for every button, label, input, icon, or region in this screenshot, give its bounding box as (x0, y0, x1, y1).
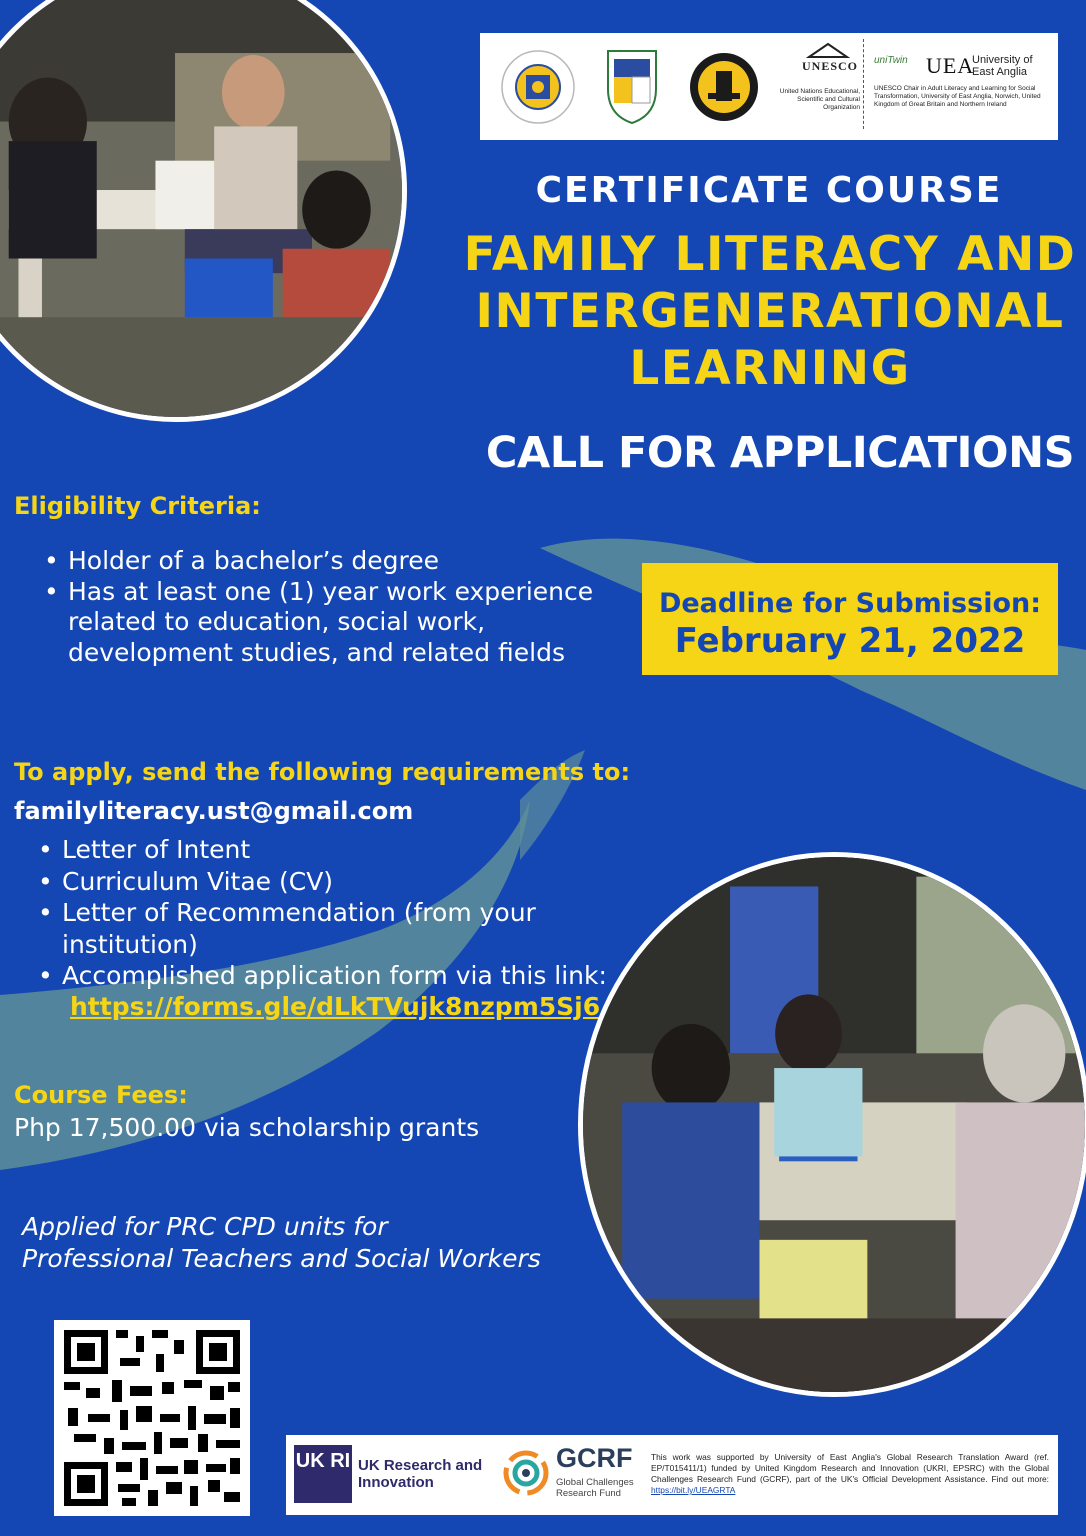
requirement-item: • Letter of Intent (38, 834, 628, 866)
deadline-date: February 21, 2022 (674, 621, 1026, 661)
cpd-note (22, 1211, 541, 1275)
logo-divider (863, 39, 864, 129)
unesco-temple-icon (805, 41, 851, 59)
rcssed-seal-icon (688, 49, 760, 125)
funders-strip (286, 1435, 1058, 1515)
women-reading-photo (578, 852, 1086, 1397)
uea-name: University of East Anglia (972, 54, 1033, 78)
funding-acknowledgement (651, 1452, 1049, 1496)
requirement-item: • Accomplished application form via this link: (38, 960, 628, 992)
course-title-line-3: LEARNING (629, 341, 911, 396)
eligibility-list (44, 546, 634, 668)
deadline-box (642, 563, 1058, 675)
eligibility-item: • Holder of a bachelor’s degree (44, 546, 634, 577)
uea-logo: UEA (926, 53, 975, 78)
qr-code-icon (64, 1330, 240, 1506)
deadline-label: Deadline for Submission: (658, 588, 1042, 619)
requirements-list (38, 834, 628, 992)
unesco-wordmark: UNESCO (802, 59, 859, 73)
course-fees-label: Course Fees: (14, 1081, 188, 1109)
eligibility-label: Eligibility Criteria: (14, 492, 261, 520)
cpd-note-line-2: Professional Teachers and Social Workers (22, 1244, 541, 1273)
cpd-note-line-1: Applied for PRC CPD units for (22, 1212, 388, 1241)
course-fees-value: Php 17,500.00 via scholarship grants (14, 1113, 480, 1142)
gcrf-wordmark: GCRF (556, 1443, 633, 1473)
partner-logo-strip (480, 33, 1058, 140)
gcrf-logo-icon (502, 1449, 550, 1497)
course-title (450, 226, 1086, 397)
call-for-applications-heading: CALL FOR APPLICATIONS (485, 428, 1075, 478)
ust-graduate-school-seal-icon (602, 45, 662, 125)
requirement-item: • Letter of Recommendation (from your institution) (38, 897, 628, 960)
apply-label: To apply, send the following requirements to: (14, 758, 631, 786)
requirement-item: • Curriculum Vitae (CV) (38, 866, 628, 898)
gcrf-name: Global Challenges Research Fund (556, 1477, 634, 1499)
ukri-logo: UK RI (294, 1445, 352, 1503)
course-title-line-1: FAMILY LITERACY AND (463, 227, 1077, 282)
application-form-link[interactable]: https://forms.gle/dLkTVujk8nzpm5Sj6 (70, 992, 601, 1021)
qr-code[interactable] (54, 1320, 250, 1516)
certificate-heading: CERTIFICATE COURSE (535, 170, 1003, 211)
course-title-line-2: INTERGENERATIONAL (475, 284, 1065, 339)
apply-email[interactable]: familyliteracy.ust@gmail.com (14, 797, 414, 825)
unitwin-logo: uniTwin (874, 55, 908, 66)
unesco-org-name: United Nations Educational, Scientific and Cultural Organization (779, 88, 860, 111)
ukri-name: UK Research and Innovation (358, 1457, 483, 1491)
ust-seal-icon (500, 49, 576, 125)
eligibility-item: • Has at least one (1) year work experience related to education, social work, development studies, and related fields (44, 577, 634, 669)
unesco-chair-text: UNESCO Chair in Adult Literacy and Learning for Social Transformation, University of East Anglia, Norwich, United Kingdom of Great Britain and Northern Ireland (874, 85, 1041, 108)
funding-acknowledgement-text: This work was supported by University of East Anglia's Global Research Translation Award (ref. EP/T015411/1) funded by United Kingdom Research and Innovation (UKRI, EPSRC) with the Global Challenges Research Fund (GCRF), part of the UK's Official Development Assistance. Find out more: (651, 1452, 1049, 1484)
funding-info-link[interactable]: https://bit.ly/UEAGRTA (651, 1485, 736, 1495)
